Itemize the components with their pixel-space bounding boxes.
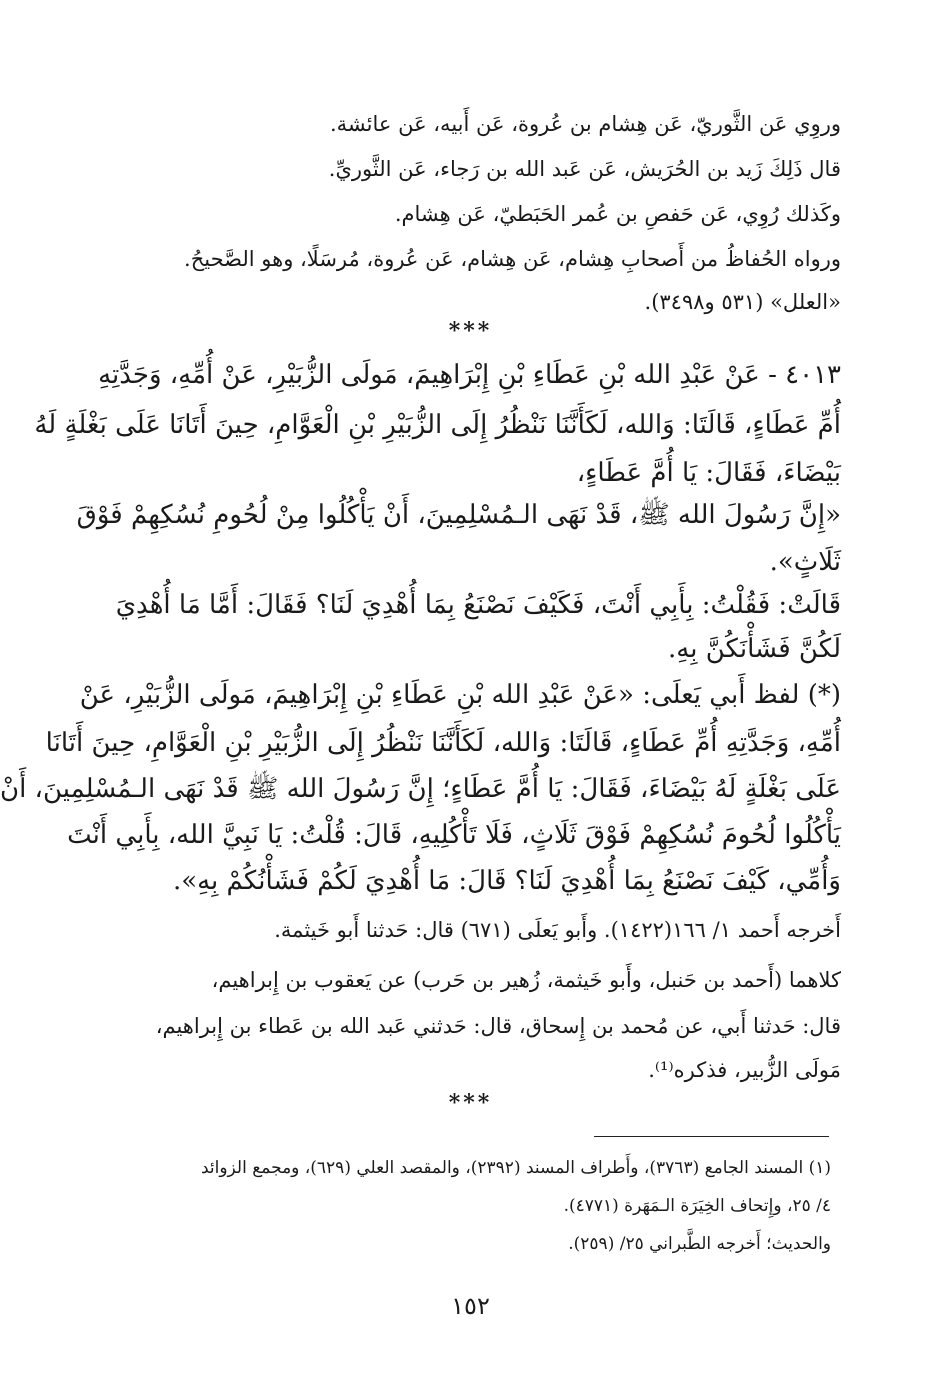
hadith-line: قَالَتْ: فَقُلْتُ: بِأَبِي أَنْتَ، فَكَيْفَ نَصْنَعُ بِمَا أُهْدِيَ لَنَا؟ فَقَالَ: أَمَّا مَا أُهْدِيَ bbox=[115, 590, 841, 620]
hadith-line: لَكُنَّ فَشَأْنَكُنَّ بِهِ. bbox=[668, 634, 841, 664]
text-line: وروِي عَن الثَّوريّ، عَن هِشام بن عُروة، عَن أَبيه، عَن عائشة. bbox=[329, 112, 841, 136]
variant-line: عَلَى بَغْلَةٍ لَهُ بَيْضَاءَ، فَقَالَ: يَا أُمَّ عَطَاءٍ؛ إِنَّ رَسُولَ الله ﷺ قَدْ نَهَى الـمُسْلِمِينَ، أَنْ bbox=[0, 774, 841, 804]
hadith-line: ثَلَاثٍ». bbox=[769, 547, 841, 577]
text-line: قال ذَلِكَ زَيد بن الحُرَيش، عَن عَبد الله بن رَجاء، عَن الثَّوريِّ. bbox=[328, 157, 841, 181]
section-separator: *** bbox=[448, 318, 493, 344]
hadith-line: أُمِّ عَطَاءٍ، قَالَتَا: وَالله، لَكَأَنَّنَا نَنْظُرُ إِلَى الزُّبَيْرِ بْنِ الْعَوَّامِ، حِينَ أَتَانَا عَلَى بَغْلَةٍ لَهُ bbox=[34, 410, 841, 440]
hadith-line: «إِنَّ رَسُولَ الله ﷺ، قَدْ نَهَى الـمُسْلِمِينَ، أَنْ يَأْكُلُوا مِنْ لُحُومِ نُسُكِهِمْ فَوْقَ bbox=[76, 500, 841, 530]
takhrij-line: مَولَى الزُّبير، فذكره⁽¹⁾. bbox=[648, 1058, 841, 1082]
text-line: ورواه الحُفاظُ من أَصحابِ هِشام، عَن هِشام، عَن عُروة، مُرسَلًا، وهو الصَّحيحُ. bbox=[184, 247, 841, 271]
variant-line: (*) لفظ أَبي يَعلَى: «عَنْ عَبْدِ الله بْنِ عَطَاءِ بْنِ إِبْرَاهِيمَ، مَولَى الزُّبَيْرِ، عَنْ bbox=[79, 680, 841, 710]
footnote-line: والحديث؛ أَخرجه الطَّبراني ٢٥/ (٢٥٩). bbox=[568, 1234, 831, 1254]
footnote-line: (١) المسند الجامع (٣٧٦٣)، وأَطراف المسند (٢٣٩٢)، والمقصد العلي (٦٢٩)، ومجمع الزوائد bbox=[200, 1158, 831, 1178]
variant-line: وَأُمِّي، كَيْفَ نَصْنَعُ بِمَا أُهْدِيَ لَنَا؟ قَالَ: مَا أُهْدِيَ لَكُمْ فَشَأْنُكُمْ بِهِ». bbox=[172, 866, 841, 896]
section-separator: *** bbox=[448, 1090, 493, 1116]
takhrij-line: أَخرجه أَحمد ١/ ١٦٦(١٤٢٢). وأَبو يَعلَى (٦٧١) قال: حَدثنا أَبو خَيثمة. bbox=[274, 918, 841, 942]
hadith-line: بَيْضَاءَ، فَقَالَ: يَا أُمَّ عَطَاءٍ، bbox=[576, 458, 841, 488]
text-line: وكَذلك رُوِي، عَن حَفصِ بن عُمر الحَبَطيّ، عَن هِشام. bbox=[394, 202, 841, 226]
variant-line: أُمِّهِ، وَجَدَّتِهِ أُمِّ عَطَاءٍ، قَالَتَا: وَالله، لَكَأَنَّنَا نَنْظُرُ إِلَى الزُّبَيْرِ بْنِ الْعَوَّامِ، حِينَ أَتَانَا bbox=[45, 728, 841, 758]
takhrij-line: كلاهما (أَحمد بن حَنبل، وأَبو خَيثمة، زُهير بن حَرب) عن يَعقوب بن إِبراهيم، bbox=[211, 968, 841, 992]
reference-line: «العلل» (٥٣١ و٣٤٩٨). bbox=[644, 290, 841, 314]
footnote-rule bbox=[594, 1136, 829, 1137]
takhrij-line: قال: حَدثنا أَبي، عن مُحمد بن إِسحاق، قال: حَدثني عَبد الله بن عَطاء بن إِبراهيم، bbox=[155, 1014, 841, 1038]
page-number: ١٥٢ bbox=[451, 1292, 490, 1320]
footnote-line: ٤/ ٢٥، وإِتحاف الخِيَرَة الـمَهَرة (٤٧٧١). bbox=[563, 1196, 831, 1216]
variant-line: يَأْكُلُوا لُحُومَ نُسُكِهِمْ فَوْقَ ثَلَاثٍ، فَلَا تَأْكُلِيهِ، قَالَ: قُلْتُ: يَا نَبِيَّ الله، بِأَبِي أَنْتَ bbox=[67, 820, 841, 850]
hadith-line: ٤٠١٣ - عَنْ عَبْدِ الله بْنِ عَطَاءِ بْنِ إِبْرَاهِيمَ، مَولَى الزُّبَيْرِ، عَنْ أُمِّهِ، وَجَدَّتِهِ bbox=[98, 360, 841, 390]
